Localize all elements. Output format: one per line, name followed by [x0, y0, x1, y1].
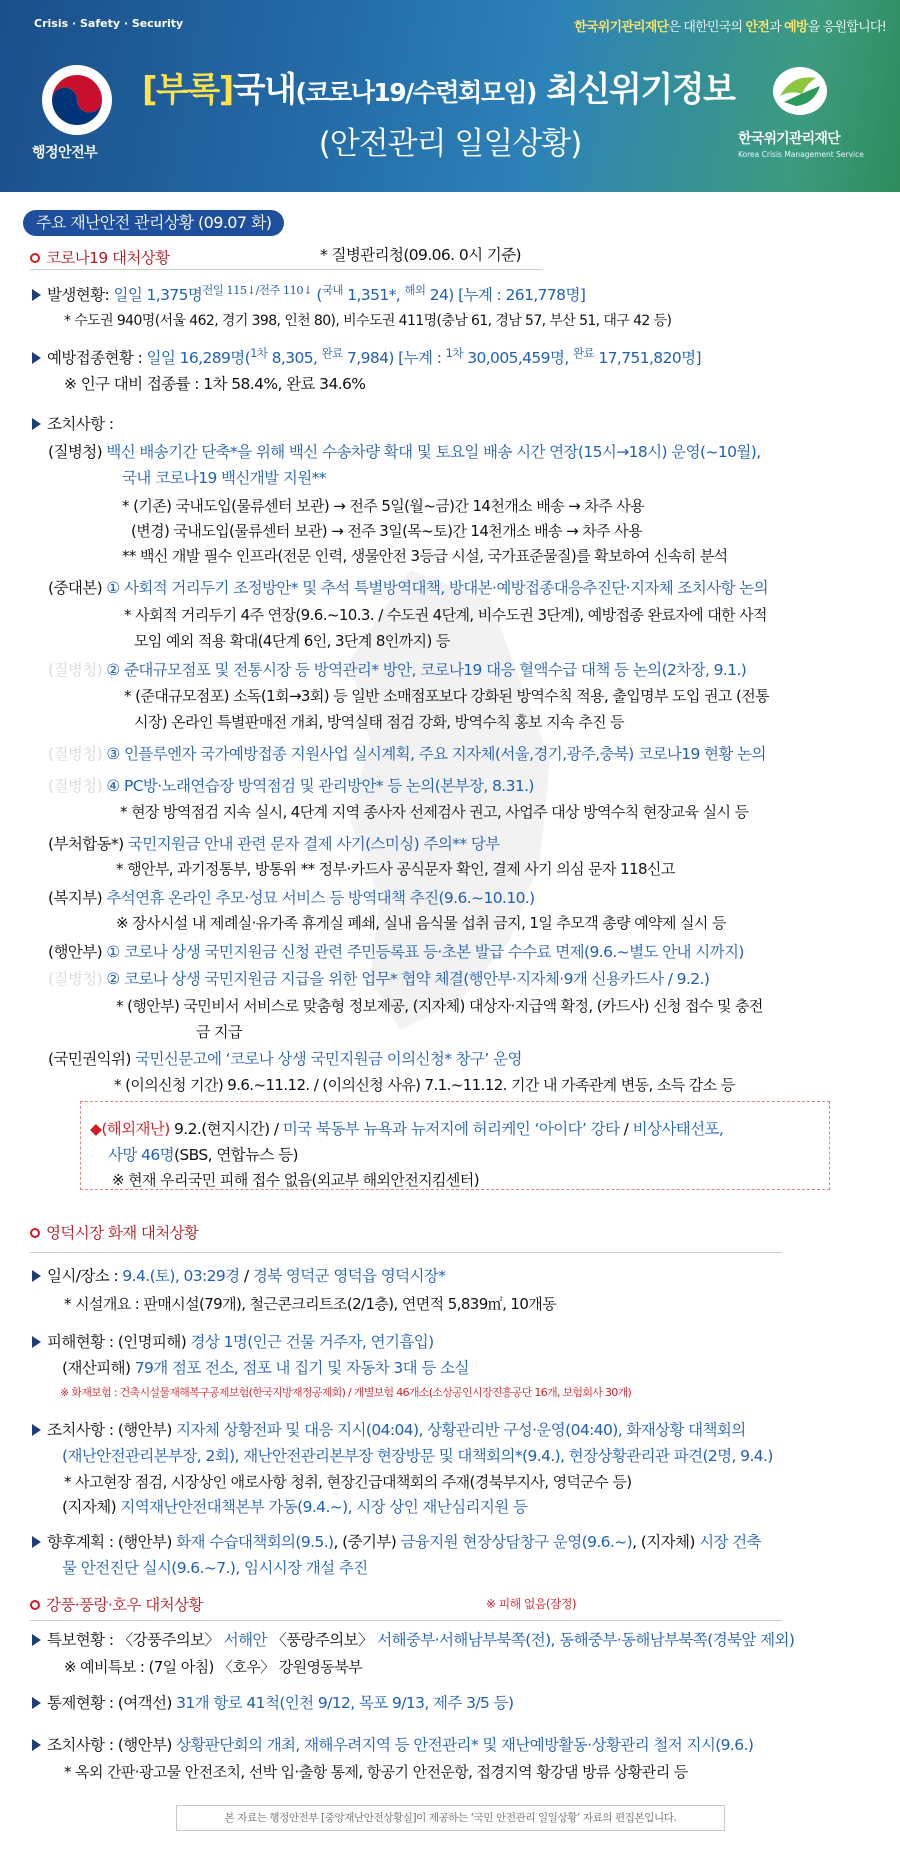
covid-occurrence: 발생현황: 일일 1,375명$^{전일 115↓/전주 110↓}$ ($^{국내}$ 1,351*, $^{해외}$ 24) [누계 : 261,778명] [32, 283, 585, 307]
fire-section-title: 영덕시장 화재 대처상황 [30, 1221, 198, 1243]
bullet-circle-icon [30, 1228, 40, 1238]
overseas-note: ※ 현재 우리국민 피해 접수 없음(외교부 해외안전지킴센터) [112, 1171, 479, 1189]
covid-section-title: 코로나19 대처상황 [30, 246, 169, 268]
bullet-circle-icon [30, 1600, 40, 1610]
weather-measures: 조치사항 : (행안부) 상황판단회의 개최, 재해우려지역 등 안전관리* 및 재난예방활동·상황관리 철저 지시(9.6.) [32, 1733, 753, 1757]
bullet-circle-icon [30, 253, 40, 263]
fire-plan-1: 향후계획 : (행안부) 화재 수습대책회의(9.5.), (중기부) 금융지원 현장상담창구 운영(9.6.~), (지자체) 시장 건축 [32, 1530, 761, 1554]
fire-measures-local: (지자체) 지역재난안전대책본부 가동(9.4.~), 시장 상인 재난심리지원 등 [62, 1498, 528, 1516]
fire-measures-1: 조치사항 : (행안부) 지자체 상황전파 및 대응 지시(04:04), 상황관리반 구성·운영(04:40), 화재상황 대책회의 [32, 1418, 746, 1442]
header-tagline: Crisis · Safety · Security [34, 17, 184, 30]
fire-measures-note: * 사고현장 점검, 시장상인 애로사항 청취, 현장긴급대책회의 주재(경북부지사, 영덕군수 등) [64, 1473, 632, 1491]
acrc-note: * (이의신청 기간) 9.6.~11.12. / (이의신청 사유) 7.1.~11.12. 기간 내 가족관계 변동, 소득 감소 등 [114, 1076, 735, 1094]
triangle-bullet-icon [32, 1697, 41, 1709]
triangle-bullet-icon [32, 1424, 41, 1436]
triangle-bullet-icon [32, 1634, 41, 1646]
kdca-line-1: (질병청) 백신 배송기간 단축*을 위해 백신 수송차량 확대 및 토요일 배송 시간 연장(15시→18시) 운영(~10월), [48, 443, 761, 461]
kdca-note-2: (변경) 국내도입(물류센터 보관) → 전주 3일(목~토)간 14천개소 배송 → 차주 사용 [131, 522, 642, 540]
overseas-line-1: ◆(해외재난) 9.2.(현지시간) / 미국 북동부 뉴욕과 뉴저지에 허리케인 ‘아이다’ 강타 / 비상사태선포, [90, 1120, 724, 1138]
fire-when-where: 일시/장소 : 9.4.(토), 03:29경 / 경북 영덕군 영덕읍 영덕시장* [32, 1264, 445, 1288]
kdca-line-2: 국내 코로나19 백신개발 지원** [122, 469, 326, 487]
covid-basis: * 질병관리청(09.06. 0시 기준) [320, 246, 521, 264]
triangle-bullet-icon [32, 289, 41, 301]
mohw-note: ※ 장사시설 내 제례실·유가족 휴게실 폐쇄, 실내 음식물 섭취 금지, 1일 추모객 총량 예약제 실시 등 [116, 914, 726, 932]
covid-vaccination-rate: ※ 인구 대비 접종률 : 1차 58.4%, 완료 34.6% [64, 375, 366, 393]
fire-measures-2: (재난안전관리본부장, 2회), 재난안전관리본부장 현장방문 및 대책회의*(9.4.), 현장상황관리관 파견(2명, 9.4.) [62, 1447, 773, 1465]
fire-damage-property: (재산피해) 79개 점포 전소, 점포 내 집기 및 자동차 3대 등 소실 [62, 1359, 469, 1377]
page-title: [부록]국내(코로나19/수련회모임) 최신위기정보 [142, 70, 735, 110]
weather-section-title: 강풍·풍랑·호우 대처상황 [30, 1593, 203, 1615]
weather-control: 통제현황 : (여객선) 31개 항로 41척(인천 9/12, 목포 9/13, 제주 3/5 등) [32, 1691, 513, 1715]
fire-plan-2: 물 안전진단 실시(9.6.~7.), 임시시장 개설 추진 [62, 1559, 368, 1577]
fire-facility: * 시설개요 : 판매시설(79개), 철근콘크리트조(2/1층), 연면적 5,839㎡, 10개동 [64, 1295, 557, 1313]
diamond-bullet-icon: ◆ [90, 1120, 102, 1138]
mois-note-a: * (행안부) 국민비서 서비스로 맞춤형 정보제공, (지자체) 대상자·지급액 확정, (카드사) 신청 접수 및 충전 [116, 997, 763, 1015]
cdsch-note-1a: * 사회적 거리두기 4주 연장(9.6.~10.3. / 수도권 4단계, 비수도권 3단계), 예방접종 완료자에 대한 사적 [124, 606, 767, 624]
triangle-bullet-icon [32, 1536, 41, 1548]
triangle-bullet-icon [32, 1270, 41, 1282]
section-divider [30, 269, 542, 270]
mois-line-2: (질병청) ② 코로나 상생 국민지원금 지급을 위한 업무* 협약 체결(행안부·지자체·9개 신용카드사 / 9.2.) [48, 970, 710, 988]
agencies-note: * 행안부, 과기정통부, 방통위 ** 정부·카드사 공식문자 확인, 결제 사기 의심 문자 118신고 [116, 860, 675, 878]
cdsch-line-2: (질병청) ② 준대규모점포 및 전통시장 등 방역관리* 방안, 코로나19 대응 혈액수급 대책 등 논의(2차장, 9.1.) [48, 661, 747, 679]
cdsch-note-2a: * (준대규모점포) 소독(1회→3회) 등 일반 소매점포보다 강화된 방역수칙 적용, 출입명부 도입 권고 (전통 [124, 687, 770, 705]
cdsch-note-1b: 모임 예외 적용 확대(4단계 6인, 3단계 8인까지) 등 [134, 632, 450, 650]
section-divider [30, 1620, 782, 1621]
kcms-logo-icon [770, 64, 830, 118]
agencies-line: (부처합동*) 국민지원금 안내 관련 문자 결제 사기(스미싱) 주의** 당부 [48, 835, 500, 853]
section-divider [30, 1252, 782, 1253]
cdsch-line-1: (중대본) ① 사회적 거리두기 조정방안* 및 추석 특별방역대책, 방대본·예방접종대응추진단·지자체 조치사항 논의 [48, 579, 769, 597]
overseas-line-2: 사망 46명(SBS, 연합뉴스 등) [108, 1146, 298, 1164]
kcms-english-name: Korea Crisis Management Service [738, 150, 864, 159]
covid-occurrence-note: * 수도권 940명(서울 462, 경기 398, 인천 80), 비수도권 411명(충남 61, 경남 57, 부산 51, 대구 42 등) [64, 313, 672, 329]
fire-damage-human: 피해현황 : (인명피해) 경상 1명(인근 건물 거주자, 연기흡입) [32, 1330, 434, 1354]
triangle-bullet-icon [32, 1739, 41, 1751]
weather-damage-note: ※ 피해 없음(잠정) [486, 1597, 576, 1611]
mois-note-b: 금 지급 [196, 1023, 242, 1041]
header-banner [0, 0, 900, 192]
status-date-pill: 주요 재난안전 관리상황 (09.07 화) [23, 210, 284, 236]
fire-insurance-note: ※ 화재보험 : 건축시설물재해복구공제보험(한국지방재정공제회) / 개별보험 46개소(소상공인시장진흥공단 16개, 보험회사 30개) [60, 1386, 632, 1399]
triangle-bullet-icon [32, 418, 41, 430]
triangle-bullet-icon [32, 1336, 41, 1348]
mois-name: 행정안전부 [32, 145, 98, 161]
header-slogan: 한국위기관리재단은 대한민국의 안전과 예방을 응원합니다! [574, 20, 886, 35]
cdsch-note-2b: 시장) 온라인 특별판매전 개최, 방역실태 점검 강화, 방역수칙 홍보 지속 추진 등 [134, 713, 625, 731]
covid-measures-label: 조치사항 : [32, 412, 113, 436]
cdsch-note-4: * 현장 방역점검 지속 실시, 4단계 지역 종사자 선제검사 권고, 사업주 대상 방역수칙 현장교육 실시 등 [120, 803, 749, 821]
kdca-note-1: * (기존) 국내도입(물류센터 보관) → 전주 5일(월~금)간 14천개소 배송 → 차주 사용 [122, 497, 645, 515]
weather-measures-note: * 옥외 간판·광고물 안전조치, 선박 입·출항 통제, 항공기 안전운항, 접경지역 황강댐 방류 상황관리 등 [64, 1763, 688, 1781]
acrc-line: (국민권익위) 국민신문고에 ‘코로나 상생 국민지원금 이의신청* 창구’ 운영 [48, 1050, 522, 1068]
mohw-line: (복지부) 추석연휴 온라인 추모·성묘 서비스 등 방역대책 추진(9.6.~10.10.) [48, 889, 535, 907]
weather-pre-alert: ※ 예비특보 : (7일 아침) 〈호우〉 강원영동북부 [64, 1658, 363, 1676]
page-subtitle: (안전관리 일일상황) [318, 126, 582, 162]
triangle-bullet-icon [32, 352, 41, 364]
cdsch-line-4: (질병청) ④ PC방·노래연습장 방역점검 및 관리방안* 등 논의(본부장, 8.31.) [48, 777, 534, 795]
covid-vaccination: 예방접종현황 : 일일 16,289명($^{1차}$ 8,305, $^{완료}$ 7,984) [누계 : $^{1차}$ 30,005,459명, $^{완료}$ 17,751,820명] [32, 346, 701, 370]
cdsch-line-3: (질병청) ③ 인플루엔자 국가예방접종 지원사업 실시계획, 주요 지자체(서울,경기,광주,충북) 코로나19 현황 논의 [48, 745, 766, 763]
mois-line-1: (행안부) ① 코로나 상생 국민지원금 신청 관련 주민등록표 등·초본 발급 수수료 면제(9.6.~별도 안내 시까지) [48, 943, 744, 961]
footer-source-note: 본 자료는 행정안전부 [중앙재난안전상황실]이 제공하는 ‘국민 안전관리 일일상황’ 자료의 편집본입니다. [176, 1805, 725, 1831]
kcms-name: 한국위기관리재단 [738, 131, 840, 147]
weather-alerts: 특보현황 : 〈강풍주의보〉 서해안 〈풍랑주의보〉 서해중부·서해남부북쪽(전), 동해중부·동해남부북쪽(경북앞 제외) [32, 1628, 794, 1652]
kdca-note-3: ** 백신 개발 필수 인프라(전문 인력, 생물안전 3등급 시설, 국가표준물질)를 확보하여 신속히 분석 [122, 547, 728, 565]
